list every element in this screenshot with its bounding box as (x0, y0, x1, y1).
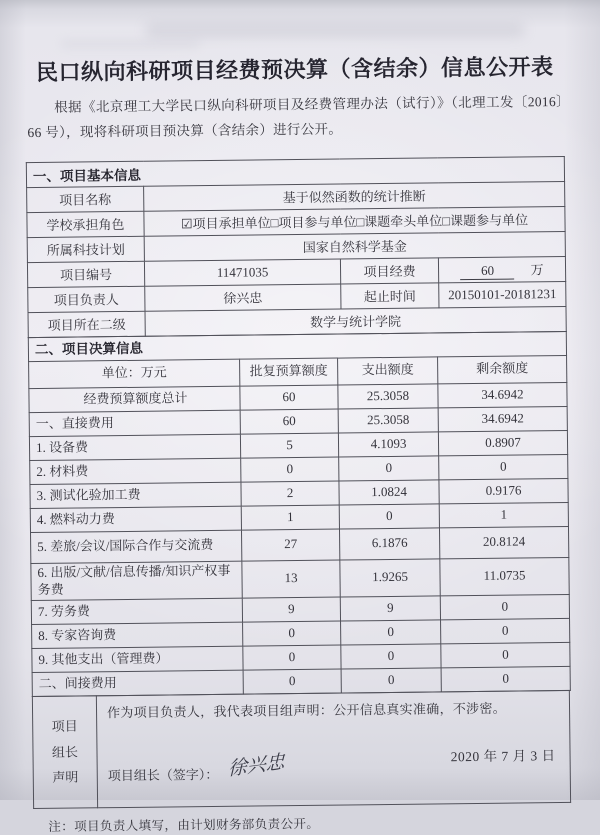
remaining-amount: 0 (441, 666, 570, 691)
remaining-amount: 0.9176 (439, 478, 568, 503)
approved-amount: 1 (241, 505, 339, 530)
leader-label: 项目负责人 (28, 286, 145, 312)
column-header-unit: 单位：万元 (29, 359, 240, 388)
remaining-amount: 34.6942 (438, 382, 567, 407)
intro-paragraph: 根据《北京理工大学民口纵向科研项目及经费管理办法（试行）》（北理工发〔2016〕66 号），现将科研项目预决算（含结余）进行公开。 (27, 93, 564, 141)
duration-value: 20150101-20181231 (439, 281, 566, 307)
role-checkbox-options: ☑项目承担单位□项目参与单位□课题牵头单位□课题参与单位 (144, 206, 565, 236)
expense-name: 5. 差旅/会议/国际合作与交流费 (31, 530, 242, 563)
section-1-title: 一、项目基本信息 (26, 156, 564, 187)
declaration-statement: 作为项目负责人，我代表项目组声明：公开信息真实准确，不涉密。 (106, 700, 507, 720)
expense-name: 3. 测试化验加工费 (30, 482, 241, 508)
expense-name: 6. 出版/文献/信息传播/知识产权事务费 (31, 561, 242, 600)
section-2-title: 二、项目决算信息 (28, 331, 566, 361)
column-header-approved: 批复预算额度 (240, 358, 338, 386)
approved-amount: 0 (243, 621, 341, 646)
funding-label: 项目经费 (340, 258, 438, 284)
approved-amount: 13 (242, 560, 340, 598)
leader-handwritten-signature: 徐兴忠 (227, 750, 285, 781)
approved-amount: 0 (243, 669, 341, 694)
approved-amount: 2 (241, 481, 339, 506)
funding-cell (438, 256, 565, 282)
project-number-value: 11471035 (144, 259, 340, 286)
spent-amount: 0 (341, 644, 441, 669)
role-label: 学校承担角色 (27, 211, 144, 237)
approved-amount: 9 (242, 597, 340, 622)
spent-amount: 0 (339, 456, 439, 481)
duration-label: 起止时间 (341, 283, 439, 309)
expense-name: 7. 劳务费 (31, 598, 242, 624)
page-title: 民口纵向科研项目经费预决算（含结余）信息公开表 (35, 54, 554, 85)
expense-name: 一、直接费用 (29, 410, 240, 436)
approved-amount: 0 (243, 645, 341, 670)
project-name-label: 项目名称 (27, 186, 144, 212)
spent-amount: 25.3058 (338, 408, 438, 433)
remaining-amount: 0 (441, 618, 570, 643)
approved-amount: 60 (240, 409, 338, 434)
project-name-value: 基于似然函数的统计推断 (144, 181, 565, 211)
expense-name: 经费预算额度总计 (29, 386, 240, 412)
spent-amount: 1.9265 (340, 559, 440, 597)
spent-amount: 6.1876 (339, 528, 439, 560)
declaration-cell (96, 690, 570, 807)
declaration-row (32, 690, 570, 808)
spent-amount: 0 (341, 668, 441, 693)
spent-amount: 0 (339, 504, 439, 529)
sign-label: 项目组长（签字）： (107, 766, 219, 783)
remaining-amount: 34.6942 (438, 406, 567, 431)
remaining-amount: 1 (439, 502, 568, 527)
remaining-amount: 0 (440, 594, 569, 619)
school-value: 数学与统计学院 (145, 306, 566, 336)
project-number-label: 项目编号 (27, 261, 144, 287)
funding-amount: 60 (460, 262, 514, 280)
declaration-side-label: 项目 组长 声明 (32, 696, 97, 809)
declaration-table (32, 690, 571, 809)
approved-amount: 0 (241, 457, 339, 482)
expense-name: 1. 设备费 (29, 434, 240, 460)
program-value: 国家自然科学基金 (144, 231, 565, 261)
expense-name: 2. 材料费 (30, 458, 241, 484)
column-header-remaining: 剩余额度 (438, 355, 567, 383)
remaining-amount: 0.8907 (438, 430, 567, 455)
sign-date: 2020 年 7 月 3 日 (450, 747, 556, 765)
basic-info-table (26, 156, 567, 338)
scan-bleedthrough-artifact (60, 40, 200, 48)
approved-amount: 27 (241, 529, 339, 561)
table-row (31, 557, 569, 600)
leader-value: 徐兴忠 (145, 284, 341, 311)
remaining-amount: 11.0735 (440, 557, 569, 595)
final-accounts-table (28, 331, 571, 697)
remaining-amount: 0 (441, 642, 570, 667)
spent-amount: 25.3058 (338, 384, 438, 409)
approved-amount: 5 (240, 433, 338, 458)
spent-amount: 4.1093 (338, 432, 438, 457)
funding-unit: 万 (530, 262, 544, 278)
spent-amount: 0 (341, 620, 441, 645)
spent-amount: 9 (340, 596, 440, 621)
school-label: 项目所在二级 (28, 311, 145, 337)
remaining-amount: 20.8124 (439, 526, 568, 558)
approved-amount: 60 (240, 385, 338, 410)
remaining-amount: 0 (439, 454, 568, 479)
document-sheet (25, 50, 574, 835)
expense-name: 4. 燃料动力费 (30, 506, 241, 532)
expense-name: 9. 其他支出（管理费） (32, 646, 243, 672)
program-label: 所属科技计划 (27, 236, 144, 262)
footnote: 注：项目负责人填写，由计划财务部负责公开。 (48, 816, 320, 834)
column-header-spent: 支出额度 (338, 357, 438, 385)
expense-name: 二、间接费用 (32, 670, 243, 696)
scan-bleedthrough-artifact (145, 23, 525, 37)
expense-name: 8. 专家咨询费 (32, 622, 243, 648)
spent-amount: 1.0824 (339, 480, 439, 505)
signature-row (107, 747, 562, 786)
